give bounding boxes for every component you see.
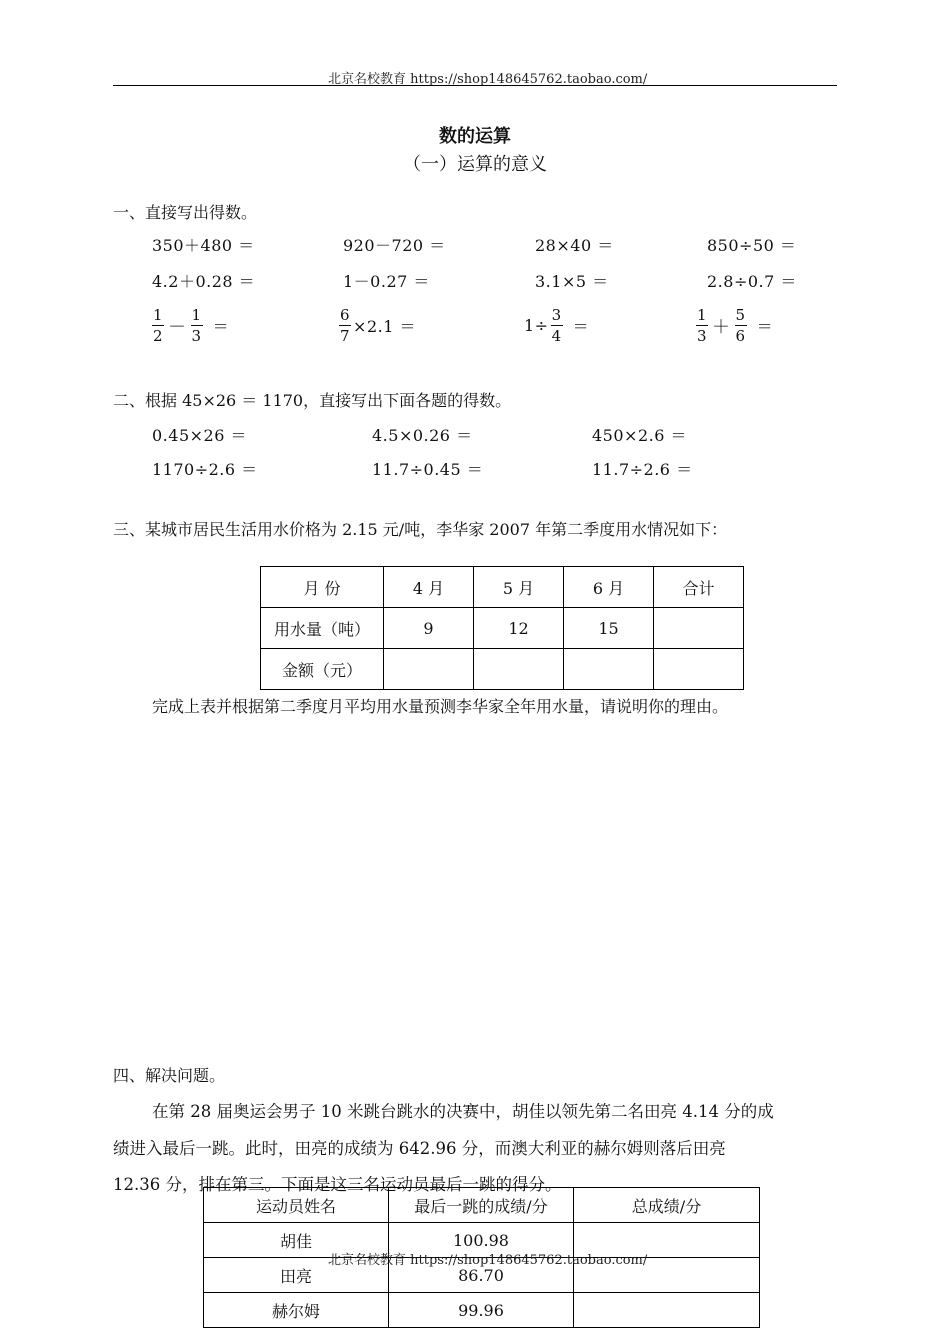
s1-expr-7: 3.1×5 ＝ bbox=[535, 272, 609, 291]
table-row bbox=[261, 649, 744, 690]
s2-expr-3: 450×2.6 ＝ bbox=[592, 426, 687, 445]
table-cell: 15 bbox=[564, 608, 654, 649]
section2-heading: 二、根据 45×26 ＝ 1170，直接写出下面各题的得数。 bbox=[113, 391, 512, 410]
table-header-cell: 总成绩/分 bbox=[574, 1188, 760, 1223]
table-header-row bbox=[261, 567, 744, 608]
page-subtitle: （一）运算的意义 bbox=[403, 154, 547, 175]
section3-note: 完成上表并根据第二季度月平均用水量预测李华家全年用水量，请说明你的理由。 bbox=[152, 697, 729, 716]
section1-heading: 一、直接写出得数。 bbox=[113, 203, 258, 222]
s2-expr-2: 4.5×0.26 ＝ bbox=[372, 426, 473, 445]
section4-paragraph-line3: 12.36 分，排在第三。下面是这三名运动员最后一跳的得分。 bbox=[113, 1175, 562, 1194]
s1-expr-2: 920－720 ＝ bbox=[343, 236, 446, 255]
fraction: $\frac{1}{2}$ bbox=[153, 306, 164, 345]
table-cell: 100.98 bbox=[389, 1223, 574, 1258]
page-header: 北京名校教育 https://shop148645762.taobao.com/ bbox=[328, 72, 648, 87]
table-cell: 田亮 bbox=[204, 1258, 389, 1293]
table-header-cell: 4 月 bbox=[384, 567, 474, 608]
table-header-row bbox=[204, 1188, 760, 1223]
table-cell: 赫尔姆 bbox=[204, 1293, 389, 1328]
s1-frac-expr-b: $\frac{6}{7}$ ×2.1 ＝ bbox=[340, 306, 416, 345]
page-title: 数的运算 bbox=[439, 126, 511, 147]
s1-expr-8: 2.8÷0.7 ＝ bbox=[707, 272, 797, 291]
table-cell-blank[interactable] bbox=[574, 1293, 760, 1328]
section4-paragraph-line1: 在第 28 届奥运会男子 10 米跳台跳水的决赛中，胡佳以领先第二名田亮 4.14 分的成 bbox=[152, 1102, 774, 1121]
section4-paragraph-line2: 绩进入最后一跳。此时，田亮的成绩为 642.96 分，而澳大利亚的赫尔姆则落后田亮 bbox=[113, 1139, 726, 1158]
header-rule bbox=[113, 85, 837, 86]
table-cell-blank[interactable] bbox=[474, 649, 564, 690]
section3-heading: 三、某城市居民生活用水价格为 2.15 元/吨，李华家 2007 年第二季度用水情况如下： bbox=[113, 520, 728, 539]
fraction: $\frac{5}{6}$ bbox=[735, 306, 746, 345]
table-row bbox=[204, 1293, 760, 1328]
table-cell-blank[interactable] bbox=[564, 649, 654, 690]
table-header-cell: 6 月 bbox=[564, 567, 654, 608]
table-cell-blank[interactable] bbox=[384, 649, 474, 690]
s1-expr-1: 350＋480 ＝ bbox=[152, 236, 255, 255]
table-cell: 用水量（吨） bbox=[261, 608, 384, 649]
section4-heading: 四、解决问题。 bbox=[113, 1066, 226, 1085]
table-header-cell: 最后一跳的成绩/分 bbox=[389, 1188, 574, 1223]
s2-expr-5: 11.7÷0.45 ＝ bbox=[372, 460, 484, 479]
fraction: $\frac{3}{4}$ bbox=[551, 306, 562, 345]
page-footer: 北京名校教育 https://shop148645762.taobao.com/ bbox=[328, 1253, 648, 1268]
s1-expr-6: 1－0.27 ＝ bbox=[343, 272, 430, 291]
s1-frac-expr-a: $\frac{1}{2}$ － $\frac{1}{3}$ ＝ bbox=[153, 306, 230, 345]
table-cell: 99.96 bbox=[389, 1293, 574, 1328]
table-header-cell: 5 月 bbox=[474, 567, 564, 608]
s1-expr-5: 4.2＋0.28 ＝ bbox=[152, 272, 256, 291]
table-cell-blank[interactable] bbox=[654, 608, 744, 649]
s1-frac-expr-d: $\frac{1}{3}$ ＋ $\frac{5}{6}$ ＝ bbox=[697, 306, 774, 345]
water-usage-table bbox=[260, 566, 744, 690]
table-cell-blank[interactable] bbox=[654, 649, 744, 690]
fraction: $\frac{6}{7}$ bbox=[340, 306, 351, 345]
table-cell: 12 bbox=[474, 608, 564, 649]
table-cell: 金额（元） bbox=[261, 649, 384, 690]
table-header-cell: 月 份 bbox=[261, 567, 384, 608]
s1-frac-expr-c: 1÷ $\frac{3}{4}$ ＝ bbox=[524, 306, 590, 345]
s2-expr-4: 1170÷2.6 ＝ bbox=[152, 460, 258, 479]
table-row bbox=[261, 608, 744, 649]
table-header-cell: 合计 bbox=[654, 567, 744, 608]
table-cell: 9 bbox=[384, 608, 474, 649]
fraction: $\frac{1}{3}$ bbox=[697, 306, 708, 345]
s1-expr-3: 28×40 ＝ bbox=[535, 236, 614, 255]
table-cell: 胡佳 bbox=[204, 1223, 389, 1258]
s2-expr-1: 0.45×26 ＝ bbox=[152, 426, 247, 445]
s1-expr-4: 850÷50 ＝ bbox=[707, 236, 797, 255]
table-cell: 86.70 bbox=[389, 1258, 574, 1293]
fraction: $\frac{1}{3}$ bbox=[191, 306, 202, 345]
table-header-cell: 运动员姓名 bbox=[204, 1188, 389, 1223]
s2-expr-6: 11.7÷2.6 ＝ bbox=[592, 460, 693, 479]
